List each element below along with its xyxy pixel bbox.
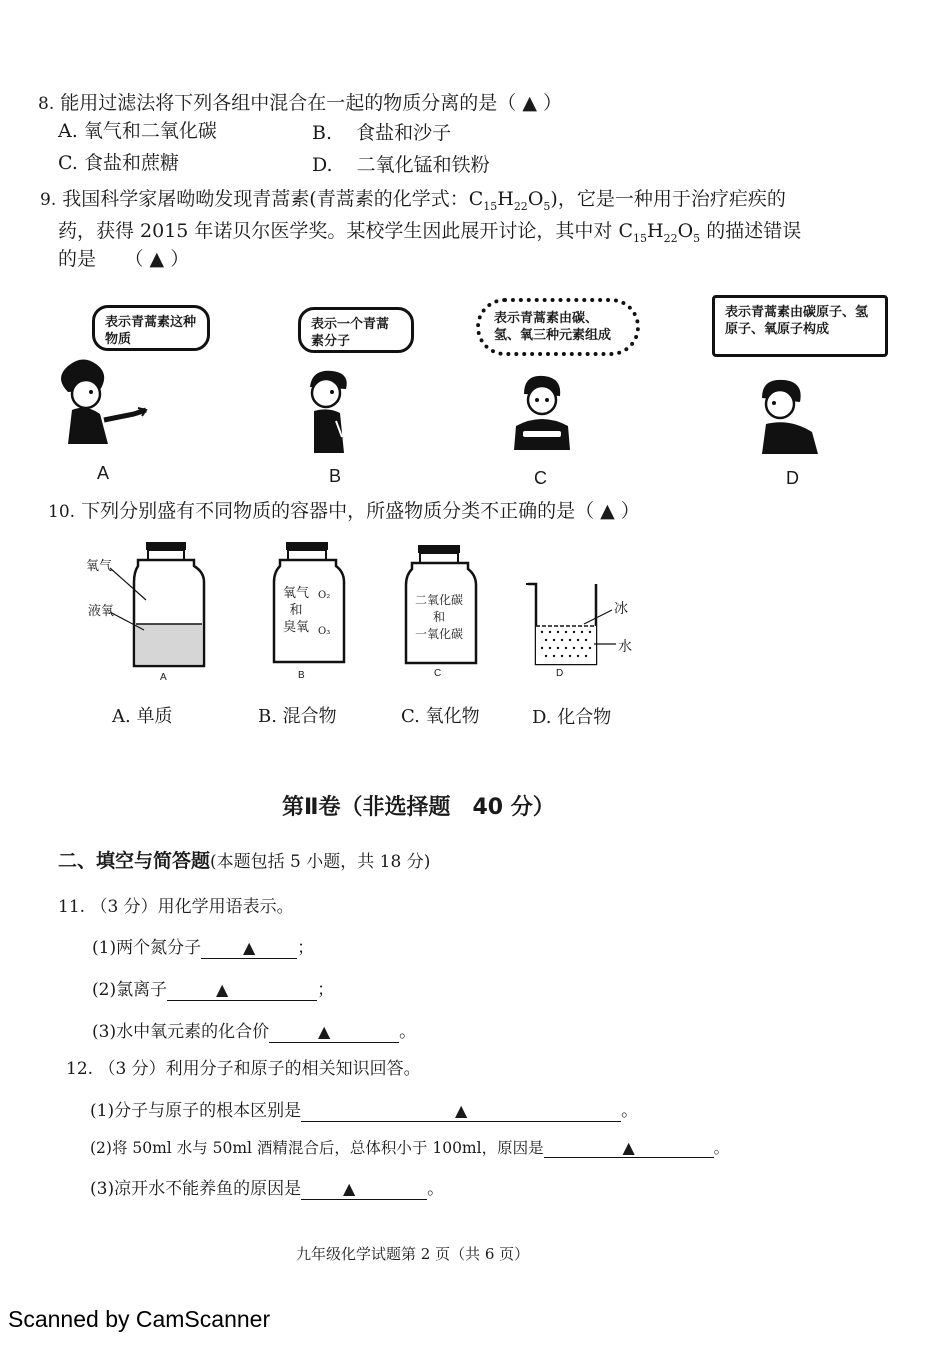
item-prefix: (3)水中氧元素的化合价 [92,1022,270,1042]
triangle-icon: ▲ [317,1022,331,1041]
q9-text: 的描述错误 [700,220,802,242]
answer-blank[interactable] [167,980,317,1001]
option-label: A. [58,120,78,142]
option-text: 食盐和蔗糖 [83,152,179,174]
item-suffix: 。 [399,1022,417,1042]
q10-option-c: C. 氧化物 [401,706,480,727]
item-prefix: (3)凉开水不能养鱼的原因是 [90,1179,302,1199]
thought-bubble-c: 表示青蒿素由碳、氢、氧三种元素组成 [476,298,640,356]
triangle-icon: ▲ [215,980,229,999]
formula-subscript: 15 [633,231,648,245]
item-prefix: (1)两个氮分子 [92,938,202,958]
q10-option-b: B. 混合物 [258,706,337,727]
q11-item-2 [92,975,334,1001]
container-a-bottom-label: 液氧 [88,604,115,619]
container-d-top-label: 冰 [614,601,628,617]
q9-number: 9. [40,190,57,210]
formula-paren: ) [550,188,558,210]
container-b-formula-2: O₃ [318,626,331,637]
container-b-inner3: 臭氧 [282,620,309,635]
container-a-letter: A [160,672,167,683]
speech-bubble-a: 表示青蒿素这种物质 [92,305,210,351]
q9-line3: 的是 （ ▲ ） [58,248,190,270]
q9-text: 我国科学家屠呦呦发现青蒿素(青蒿素的化学式：C [62,188,484,210]
q12-stem: （3 分）利用分子和原子的相关知识回答。 [98,1059,421,1079]
q11-stem-line [58,892,294,917]
answer-blank[interactable] [301,1179,427,1200]
figure-label-d: D [786,468,799,488]
answer-blank[interactable] [201,938,297,959]
scanner-watermark: Scanned by CamScanner [8,1306,271,1332]
q8-option-b [312,118,451,145]
student-figure-b [296,365,366,455]
speech-bubble-d: 表示青蒿素由碳原子、氢原子、氧原子构成 [712,295,888,357]
figure-label-a: A [97,463,110,483]
formula-subscript: 15 [483,199,498,213]
q12-item-2 [90,1136,729,1158]
formula-element: O [527,188,544,210]
q10-stem-line [48,496,640,523]
q9-text: 药，获得 2015 年诺贝尔医学奖。某校学生因此展开讨论，其中对 C [58,220,634,242]
q9-line2 [58,216,801,245]
q11-item-1 [92,933,314,959]
container-c-letter: C [434,668,442,679]
q11-item-3 [92,1017,416,1043]
q8-stem-line [38,88,562,115]
triangle-icon: ▲ [342,1179,356,1198]
option-label: D. [312,154,333,176]
figure-label-c: C [534,468,547,488]
section-note: (本题包括 5 小题，共 18 分) [210,852,431,872]
item-suffix: ； [297,938,315,958]
item-suffix: 。 [621,1101,639,1121]
q8-stem: 能用过滤法将下列各组中混合在一起的物质分离的是（ ▲ ） [60,92,562,114]
figure-label-b: B [329,466,342,486]
formula-subscript: 5 [543,199,551,213]
q11-stem: （3 分）用化学用语表示。 [90,897,294,917]
q9-line1 [40,184,786,213]
q12-item-3 [90,1174,444,1200]
formula-element: H [647,220,664,242]
container-a-top-label: 氧气 [86,559,113,574]
formula-subscript: 22 [663,231,678,245]
container-c-inner2: 和 [432,610,445,624]
container-b-contents [279,585,313,636]
triangle-icon: ▲ [454,1101,468,1120]
speech-bubble-b: 表示一个青蒿素分子 [298,307,414,353]
item-prefix: (2)氯离子 [92,980,168,1000]
container-d-letter: D [556,668,564,679]
part2-title: 第Ⅱ卷（非选择题 40 分） [282,795,555,820]
item-suffix: 。 [427,1179,445,1199]
page-footer: 九年级化学试题第 2 页（共 6 页） [296,1245,530,1263]
section-title: 二、填空与简答题 [58,850,211,872]
container-d-bottom-label: 水 [618,639,632,655]
container-d-beaker [524,580,644,670]
container-c-contents [406,592,472,643]
answer-blank[interactable] [544,1138,714,1158]
formula-element: O [677,220,694,242]
container-b-inner2: 和 [289,603,303,618]
triangle-icon: ▲ [242,938,256,957]
section-heading [58,846,430,873]
option-label: B. [312,122,333,144]
q11-number: 11. [58,897,86,917]
item-prefix: (1)分子与原子的根本区别是 [90,1101,302,1121]
option-text: 氧气和二氧化碳 [83,120,217,142]
container-b-letter: B [298,670,305,681]
student-figure-d [748,372,828,462]
q8-number: 8. [38,94,55,114]
container-c-inner1: 二氧化碳 [414,593,463,607]
triangle-icon: ▲ [622,1138,635,1157]
container-b-formula-1: O₂ [318,590,331,601]
option-text: 二氧化锰和铁粉 [356,154,490,176]
student-figure-c [508,370,578,460]
q10-number: 10. [48,502,76,522]
container-c-inner3: 一氧化碳 [414,627,463,641]
q8-option-c [58,148,179,175]
formula-subscript: 5 [693,231,701,245]
q10-stem: 下列分别盛有不同物质的容器中，所盛物质分类不正确的是（ ▲ ） [81,500,640,522]
item-suffix: 。 [713,1139,730,1157]
option-label: C. [58,152,78,174]
item-suffix: ； [317,980,335,1000]
q9-text: ，它是一种用于治疗疟疾的 [557,188,786,210]
q12-item-1 [90,1096,638,1122]
answer-blank[interactable] [269,1022,399,1043]
q8-option-d [312,150,490,177]
container-b-inner1: 氧气 [282,586,309,601]
formula-element: H [497,188,514,210]
item-prefix: (2)将 50ml 水与 50ml 酒精混合后，总体积小于 100ml，原因是 [90,1139,544,1157]
q10-option-a: A. 单质 [112,706,173,727]
answer-blank[interactable] [301,1101,621,1122]
q10-option-d: D. 化合物 [532,707,612,728]
q12-stem-line [66,1054,421,1079]
q8-option-a [58,116,217,143]
q12-number: 12. [66,1059,94,1079]
option-text: 食盐和沙子 [356,122,452,144]
student-figure-a [48,352,158,452]
formula-subscript: 22 [513,199,528,213]
